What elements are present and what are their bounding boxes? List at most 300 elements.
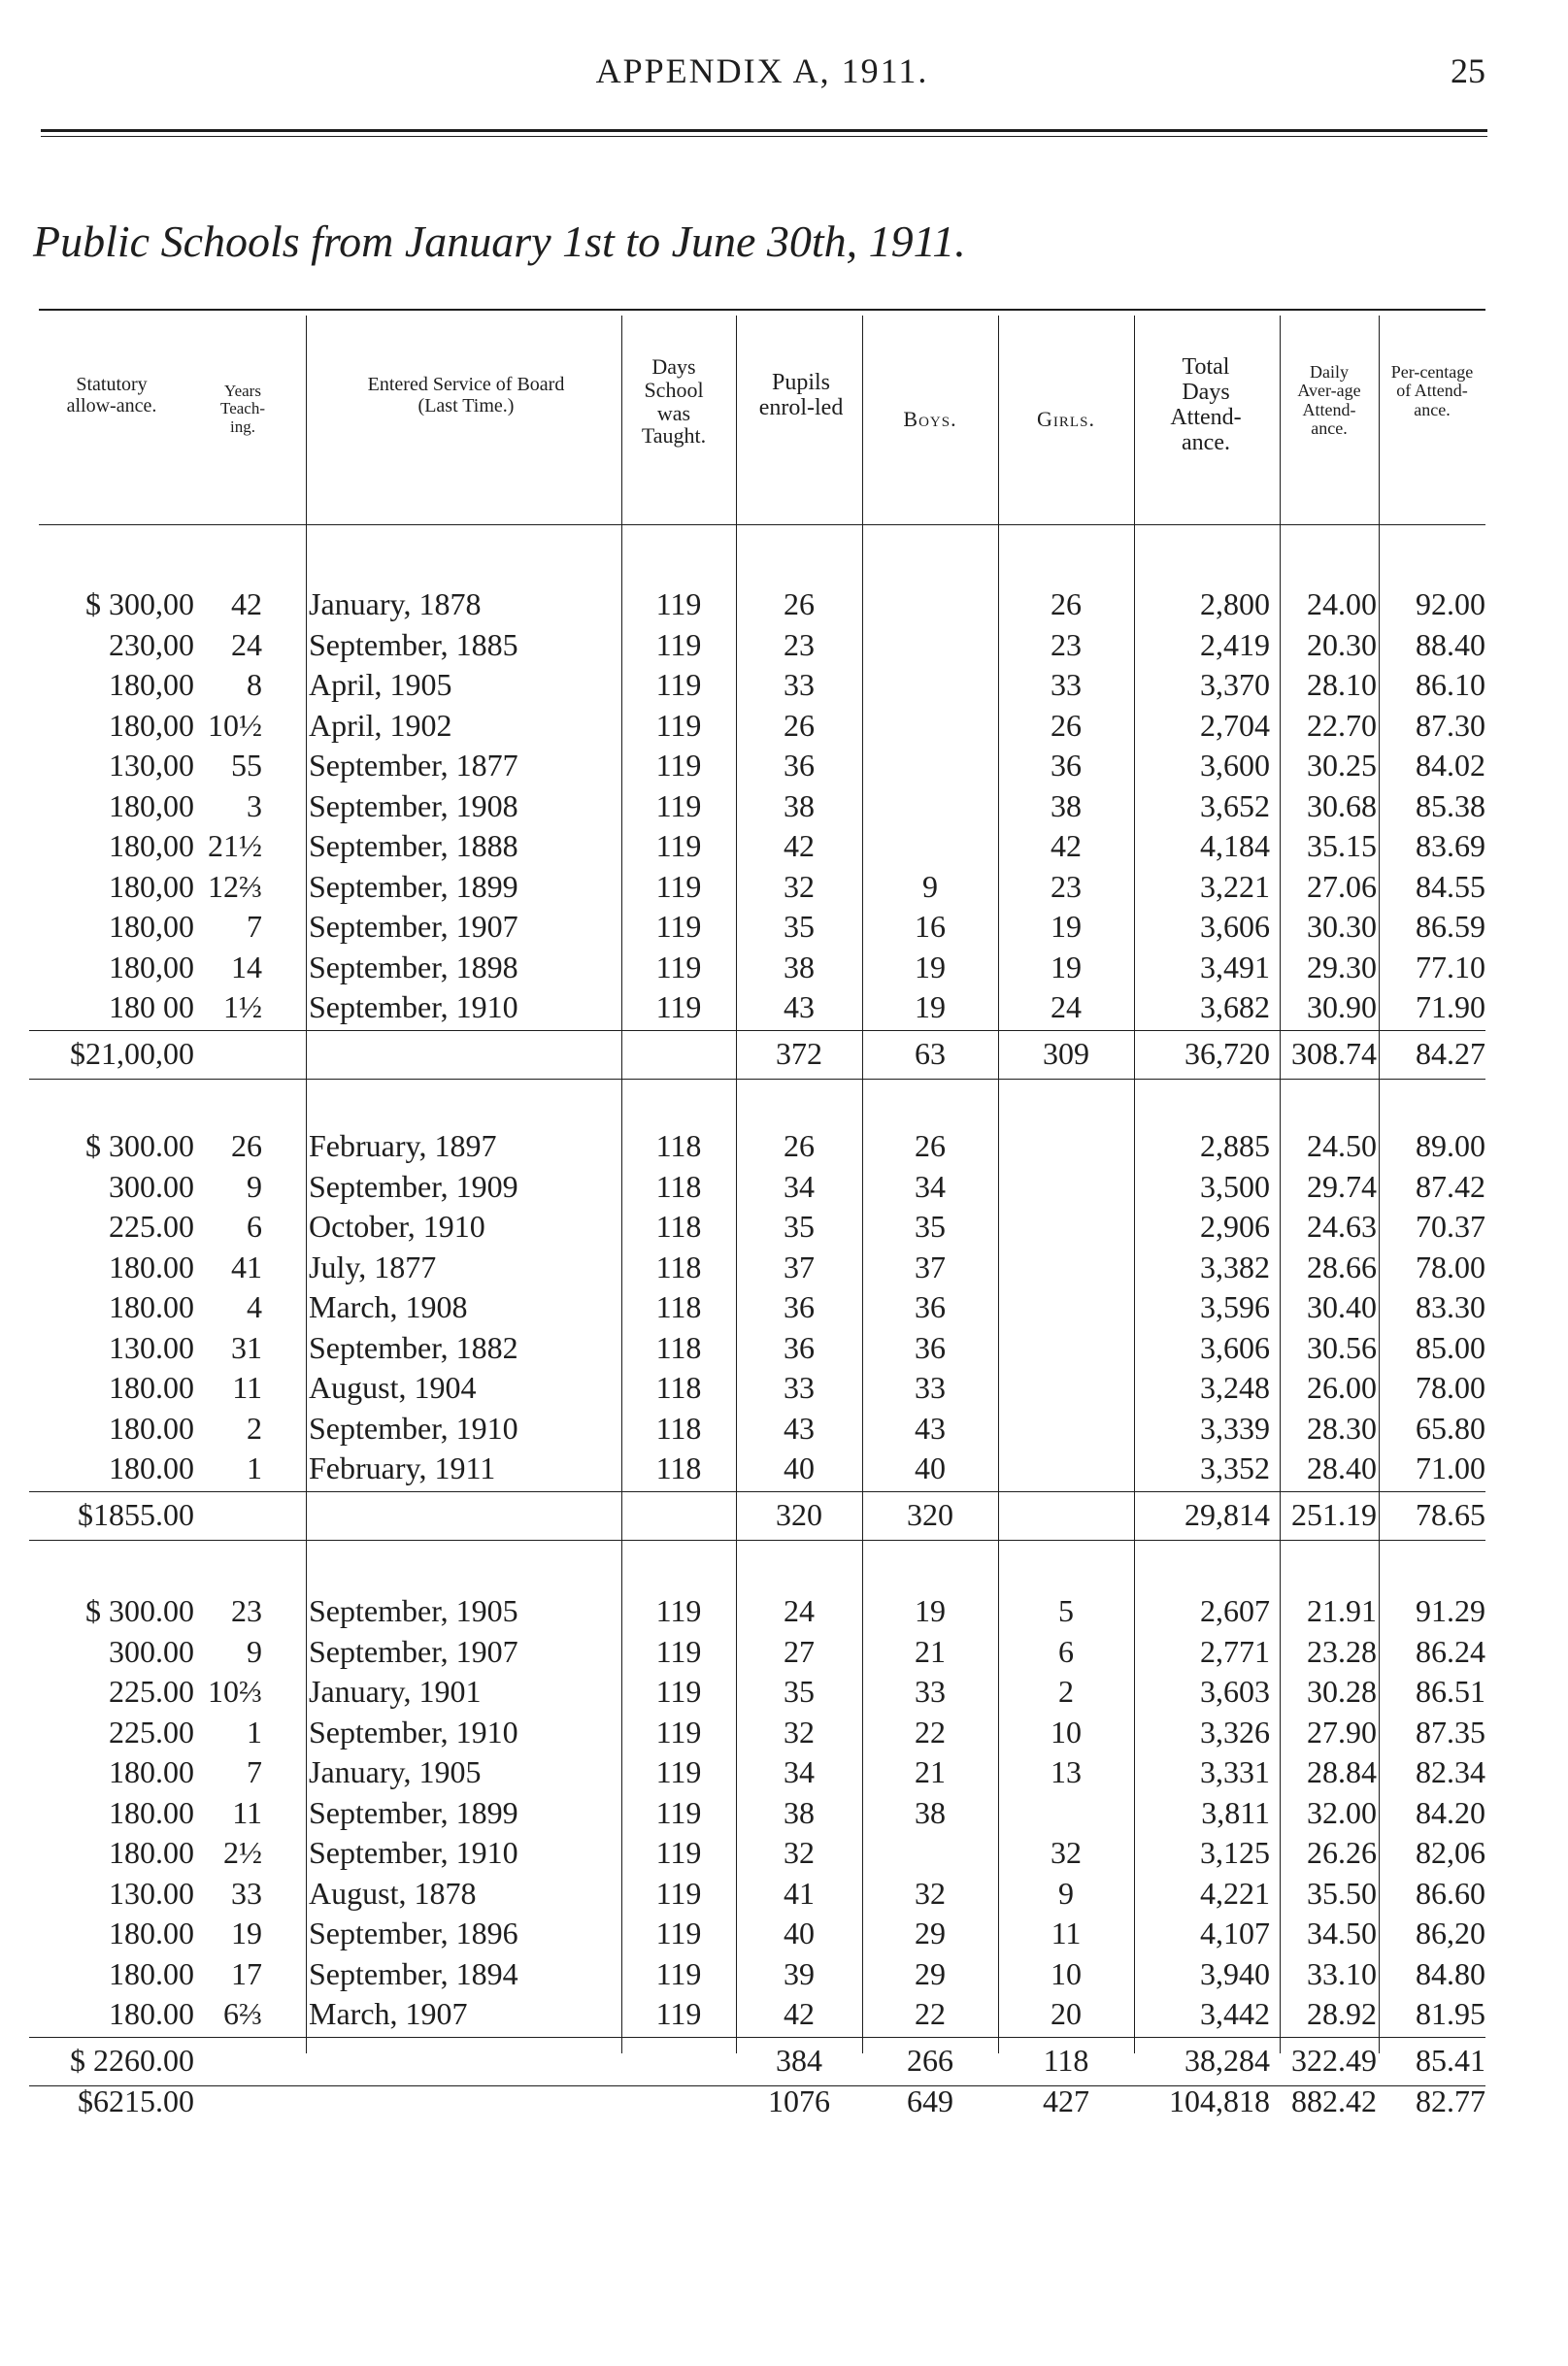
cell-years: 3	[247, 787, 262, 823]
cell-boys: 19	[915, 949, 946, 984]
group-total-boys: 266	[907, 2042, 953, 2078]
cell-pupils: 34	[784, 1754, 815, 1789]
cell-pupils: 33	[784, 667, 815, 702]
cell-statutory: 180.00	[109, 1249, 194, 1284]
cell-total: 3,682	[1200, 989, 1270, 1024]
cell-entered: September, 1877	[309, 748, 518, 783]
grand-total-statutory: $6215.00	[78, 2083, 194, 2118]
cell-total: 2,800	[1200, 586, 1270, 621]
cell-entered: January, 1905	[309, 1754, 482, 1789]
cell-pct: 71.00	[1416, 1450, 1485, 1485]
grand-total-pupils: 1076	[768, 2083, 830, 2118]
cell-entered: October, 1910	[309, 1209, 485, 1244]
cell-boys: 16	[915, 909, 946, 944]
cell-pupils: 43	[784, 989, 815, 1024]
cell-girls: 26	[1051, 586, 1082, 621]
cell-days: 119	[655, 707, 702, 743]
group-total-rule	[29, 1491, 1485, 1492]
cell-years: 1	[247, 1714, 262, 1750]
cell-statutory: 180,00	[109, 787, 194, 823]
cell-entered: January, 1878	[309, 586, 482, 621]
cell-total: 3,370	[1200, 667, 1270, 702]
cell-pupils: 24	[784, 1593, 815, 1628]
cell-daily: 30.56	[1307, 1329, 1377, 1365]
cell-daily: 35.50	[1307, 1875, 1377, 1911]
cell-pupils: 35	[784, 909, 815, 944]
cell-girls: 20	[1051, 1996, 1082, 2031]
group-total-total: 36,720	[1184, 1035, 1270, 1071]
cell-statutory: $ 300.00	[85, 1593, 194, 1628]
cell-boys: 22	[915, 1714, 946, 1750]
group-total-daily: 251.19	[1291, 1496, 1377, 1532]
cell-pct: 86.59	[1416, 909, 1485, 944]
cell-entered: September, 1882	[309, 1329, 518, 1365]
cell-daily: 30.68	[1307, 787, 1377, 823]
cell-entered: September, 1910	[309, 1410, 518, 1446]
cell-pct: 86.60	[1416, 1875, 1485, 1911]
page-header-title: APPENDIX A, 1911.	[595, 51, 929, 90]
column-header-pct: Per-centage of Attend-ance.	[1390, 362, 1474, 419]
cell-years: 6⅔	[223, 1996, 262, 2031]
cell-entered: September, 1909	[309, 1168, 518, 1204]
cell-entered: September, 1885	[309, 626, 518, 662]
cell-daily: 22.70	[1307, 707, 1377, 743]
cell-years: 6	[247, 1209, 262, 1244]
cell-pct: 71.90	[1416, 989, 1485, 1024]
cell-days: 119	[655, 1593, 702, 1628]
column-header-entered: Entered Service of Board (Last Time.)	[367, 374, 565, 417]
cell-girls: 23	[1051, 626, 1082, 662]
cell-girls: 10	[1051, 1955, 1082, 1991]
cell-daily: 28.30	[1307, 1410, 1377, 1446]
cell-years: 41	[231, 1249, 262, 1284]
cell-daily: 21.91	[1307, 1593, 1377, 1628]
cell-boys: 35	[915, 1209, 946, 1244]
cell-days: 119	[655, 667, 702, 702]
column-header-boys: Boys.	[903, 407, 957, 431]
cell-days: 119	[655, 1875, 702, 1911]
page-header	[39, 49, 1485, 107]
cell-daily: 30.30	[1307, 909, 1377, 944]
cell-daily: 35.15	[1307, 828, 1377, 863]
cell-days: 119	[655, 1916, 702, 1950]
cell-entered: September, 1894	[309, 1955, 518, 1991]
cell-statutory: 180.00	[109, 1794, 194, 1830]
group-total-statutory: $21,00,00	[70, 1035, 194, 1071]
group-total-boys: 320	[907, 1496, 953, 1532]
cell-statutory: 225.00	[109, 1674, 194, 1709]
cell-pupils: 38	[784, 1794, 815, 1830]
cell-statutory: 130.00	[109, 1329, 194, 1365]
cell-girls: 23	[1051, 868, 1082, 904]
cell-total: 3,221	[1200, 868, 1270, 904]
cell-pupils: 41	[784, 1875, 815, 1911]
cell-pct: 92.00	[1416, 586, 1485, 621]
cell-total: 3,940	[1200, 1955, 1270, 1991]
grand-total-boys: 649	[907, 2083, 953, 2118]
group-total-statutory: $ 2260.00	[70, 2042, 194, 2078]
header-bottom-rule	[39, 524, 1485, 525]
cell-entered: September, 1910	[309, 1835, 518, 1870]
cell-girls: 5	[1058, 1593, 1074, 1628]
cell-pct: 84.20	[1416, 1794, 1485, 1830]
cell-daily: 28.84	[1307, 1754, 1377, 1789]
cell-years: 17	[231, 1955, 262, 1991]
cell-days: 118	[655, 1370, 702, 1405]
column-header-total: Total Days Attend-ance.	[1170, 354, 1242, 455]
cell-pct: 87.30	[1416, 707, 1485, 743]
column-header-years: Years Teach-ing.	[220, 382, 265, 436]
column-header-days: Days School was Taught.	[641, 354, 707, 449]
cell-years: 12⅔	[208, 868, 262, 904]
cell-statutory: 130,00	[109, 748, 194, 783]
cell-years: 10⅔	[208, 1674, 262, 1709]
cell-days: 118	[655, 1249, 702, 1284]
cell-statutory: 300.00	[109, 1633, 194, 1669]
cell-pct: 77.10	[1416, 949, 1485, 984]
cell-boys: 9	[922, 868, 938, 904]
group-total-total: 38,284	[1184, 2042, 1270, 2078]
cell-daily: 29.74	[1307, 1168, 1377, 1204]
cell-pct: 86.24	[1416, 1633, 1485, 1669]
cell-entered: September, 1908	[309, 787, 518, 823]
cell-girls: 6	[1058, 1633, 1074, 1669]
group-total-rule	[29, 2037, 1485, 2038]
cell-days: 119	[655, 586, 702, 621]
cell-total: 2,704	[1200, 707, 1270, 743]
group-total-pct: 84.27	[1416, 1035, 1485, 1071]
cell-total: 4,107	[1200, 1916, 1270, 1950]
cell-pct: 89.00	[1416, 1128, 1485, 1163]
cell-boys: 32	[915, 1875, 946, 1911]
cell-total: 3,600	[1200, 748, 1270, 783]
cell-girls: 10	[1051, 1714, 1082, 1750]
cell-pupils: 32	[784, 1714, 815, 1750]
cell-years: 9	[247, 1168, 262, 1204]
cell-statutory: 225.00	[109, 1209, 194, 1244]
cell-entered: September, 1907	[309, 1633, 518, 1669]
cell-boys: 36	[915, 1329, 946, 1365]
cell-statutory: 180.00	[109, 1410, 194, 1446]
cell-entered: September, 1896	[309, 1916, 518, 1950]
cell-statutory: 130.00	[109, 1875, 194, 1911]
cell-boys: 40	[915, 1450, 946, 1485]
column-header-daily: Daily Aver-age Attend-ance.	[1297, 362, 1361, 439]
header-rule-thin	[41, 136, 1487, 137]
cell-daily: 26.00	[1307, 1370, 1377, 1405]
cell-total: 3,652	[1200, 787, 1270, 823]
cell-pupils: 36	[784, 748, 815, 783]
cell-girls: 2	[1058, 1674, 1074, 1709]
cell-days: 119	[655, 1996, 702, 2031]
cell-days: 119	[655, 1714, 702, 1750]
cell-total: 3,491	[1200, 949, 1270, 984]
cell-statutory: 180.00	[109, 1916, 194, 1950]
cell-entered: February, 1911	[309, 1450, 496, 1485]
cell-pupils: 36	[784, 1289, 815, 1324]
grand-total-total: 104,818	[1169, 2083, 1270, 2118]
cell-statutory: 180,00	[109, 707, 194, 743]
cell-daily: 24.63	[1307, 1209, 1377, 1244]
cell-pct: 78.00	[1416, 1249, 1485, 1284]
cell-pupils: 32	[784, 1835, 815, 1870]
column-header-pupils: Pupils enrol-led	[758, 370, 844, 420]
cell-days: 118	[655, 1329, 702, 1365]
cell-total: 3,339	[1200, 1410, 1270, 1446]
grand-total-girls: 427	[1043, 2083, 1089, 2118]
cell-years: 55	[231, 748, 262, 783]
cell-boys: 19	[915, 989, 946, 1024]
cell-statutory: 180.00	[109, 1996, 194, 2031]
cell-total: 3,326	[1200, 1714, 1270, 1750]
cell-daily: 30.25	[1307, 748, 1377, 783]
cell-statutory: 180,00	[109, 667, 194, 702]
cell-total: 2,885	[1200, 1128, 1270, 1163]
cell-days: 118	[655, 1450, 702, 1485]
cell-girls: 13	[1051, 1754, 1082, 1789]
group-total-girls: 118	[1043, 2042, 1089, 2078]
cell-years: 26	[231, 1128, 262, 1163]
cell-entered: July, 1877	[309, 1249, 437, 1284]
cell-pupils: 37	[784, 1249, 815, 1284]
cell-statutory: 180.00	[109, 1835, 194, 1870]
cell-days: 119	[655, 1674, 702, 1709]
cell-pupils: 43	[784, 1410, 815, 1446]
cell-years: 1	[247, 1450, 262, 1485]
cell-daily: 28.92	[1307, 1996, 1377, 2031]
group-total-pct: 78.65	[1416, 1496, 1485, 1532]
group-total-total: 29,814	[1184, 1496, 1270, 1532]
cell-daily: 24.00	[1307, 586, 1377, 621]
cell-years: 31	[231, 1329, 262, 1365]
cell-daily: 28.10	[1307, 667, 1377, 702]
cell-years: 8	[247, 667, 262, 702]
cell-years: 11	[232, 1370, 262, 1405]
cell-entered: March, 1907	[309, 1996, 468, 2031]
cell-pct: 70.37	[1416, 1209, 1485, 1244]
cell-total: 3,125	[1200, 1835, 1270, 1870]
cell-total: 3,606	[1200, 1329, 1270, 1365]
grand-total-daily: 882.42	[1291, 2083, 1377, 2118]
cell-daily: 29.30	[1307, 949, 1377, 984]
cell-years: 7	[247, 909, 262, 944]
cell-girls: 42	[1051, 828, 1082, 863]
cell-pct: 87.42	[1416, 1168, 1485, 1204]
cell-entered: September, 1910	[309, 989, 518, 1024]
cell-pupils: 26	[784, 1128, 815, 1163]
cell-days: 119	[655, 787, 702, 823]
cell-total: 3,248	[1200, 1370, 1270, 1405]
cell-boys: 37	[915, 1249, 946, 1284]
cell-pupils: 38	[784, 949, 815, 984]
cell-pct: 91.29	[1416, 1593, 1485, 1628]
cell-pupils: 42	[784, 828, 815, 863]
cell-days: 118	[655, 1289, 702, 1324]
cell-statutory: 180,00	[109, 868, 194, 904]
cell-days: 119	[655, 626, 702, 662]
cell-pct: 85.00	[1416, 1329, 1485, 1365]
cell-total: 3,596	[1200, 1289, 1270, 1324]
cell-girls: 26	[1051, 707, 1082, 743]
cell-pupils: 35	[784, 1209, 815, 1244]
page-subtitle: Public Schools from January 1st to June 30th, 1911.	[33, 217, 966, 266]
cell-entered: September, 1907	[309, 909, 518, 944]
cell-total: 3,500	[1200, 1168, 1270, 1204]
cell-boys: 22	[915, 1996, 946, 2031]
table-top-rule	[39, 309, 1485, 311]
cell-girls: 38	[1051, 787, 1082, 823]
cell-boys: 34	[915, 1168, 946, 1204]
cell-years: 11	[232, 1794, 262, 1830]
cell-years: 2½	[223, 1835, 262, 1870]
cell-boys: 38	[915, 1794, 946, 1830]
cell-entered: September, 1898	[309, 949, 518, 984]
cell-days: 118	[655, 1410, 702, 1446]
cell-pupils: 32	[784, 868, 815, 904]
cell-statutory: 230,00	[109, 626, 194, 662]
cell-pupils: 40	[784, 1916, 815, 1950]
cell-girls: 19	[1051, 949, 1082, 984]
column-rule	[998, 316, 999, 2053]
cell-statutory: 225.00	[109, 1714, 194, 1750]
cell-pupils: 26	[784, 586, 815, 621]
cell-total: 3,331	[1200, 1754, 1270, 1789]
cell-years: 9	[247, 1633, 262, 1669]
cell-days: 119	[655, 1955, 702, 1991]
cell-pct: 86,20	[1416, 1916, 1485, 1950]
cell-pupils: 42	[784, 1996, 815, 2031]
cell-total: 3,382	[1200, 1249, 1270, 1284]
cell-boys: 33	[915, 1370, 946, 1405]
cell-total: 2,906	[1200, 1209, 1270, 1244]
cell-daily: 28.40	[1307, 1450, 1377, 1485]
cell-daily: 30.40	[1307, 1289, 1377, 1324]
cell-pct: 83.69	[1416, 828, 1485, 863]
cell-entered: April, 1902	[309, 707, 452, 743]
cell-total: 3,352	[1200, 1450, 1270, 1485]
cell-entered: September, 1905	[309, 1593, 518, 1628]
cell-pct: 84.80	[1416, 1955, 1485, 1991]
cell-years: 7	[247, 1754, 262, 1789]
cell-years: 33	[231, 1875, 262, 1911]
cell-daily: 28.66	[1307, 1249, 1377, 1284]
cell-pct: 84.02	[1416, 748, 1485, 783]
cell-days: 119	[655, 909, 702, 944]
group-total-statutory: $1855.00	[78, 1496, 194, 1532]
cell-daily: 30.28	[1307, 1674, 1377, 1709]
cell-total: 3,811	[1201, 1794, 1270, 1830]
cell-pupils: 34	[784, 1168, 815, 1204]
cell-years: 1½	[223, 989, 262, 1024]
cell-entered: September, 1910	[309, 1714, 518, 1750]
group-end-rule	[29, 1079, 1485, 1080]
cell-daily: 27.06	[1307, 868, 1377, 904]
cell-daily: 23.28	[1307, 1633, 1377, 1669]
cell-daily: 24.50	[1307, 1128, 1377, 1163]
cell-years: 14	[231, 949, 262, 984]
cell-pupils: 38	[784, 787, 815, 823]
cell-pct: 82,06	[1416, 1835, 1485, 1870]
group-total-pupils: 320	[776, 1496, 822, 1532]
cell-years: 24	[231, 626, 262, 662]
cell-statutory: 180.00	[109, 1754, 194, 1789]
cell-boys: 19	[915, 1593, 946, 1628]
column-header-statutory: Statutory allow-ance.	[66, 374, 157, 417]
cell-girls: 24	[1051, 989, 1082, 1024]
cell-entered: September, 1899	[309, 1794, 518, 1830]
cell-pct: 84.55	[1416, 868, 1485, 904]
cell-boys: 36	[915, 1289, 946, 1324]
group-total-pct: 85.41	[1416, 2042, 1485, 2078]
cell-entered: March, 1908	[309, 1289, 468, 1324]
cell-boys: 43	[915, 1410, 946, 1446]
cell-daily: 20.30	[1307, 626, 1377, 662]
cell-boys: 33	[915, 1674, 946, 1709]
cell-days: 118	[655, 1128, 702, 1163]
cell-entered: September, 1888	[309, 828, 518, 863]
cell-statutory: 180,00	[109, 949, 194, 984]
cell-girls: 9	[1058, 1875, 1074, 1911]
cell-days: 119	[655, 949, 702, 984]
cell-total: 2,419	[1200, 626, 1270, 662]
cell-pct: 83.30	[1416, 1289, 1485, 1324]
cell-total: 3,442	[1200, 1996, 1270, 2031]
cell-statutory: 180.00	[109, 1289, 194, 1324]
group-total-daily: 322.49	[1291, 2042, 1377, 2078]
cell-statutory: 180,00	[109, 828, 194, 863]
column-rule	[306, 316, 307, 2053]
cell-boys: 29	[915, 1916, 946, 1950]
cell-daily: 34.50	[1307, 1916, 1377, 1950]
cell-days: 119	[655, 748, 702, 783]
cell-daily: 26.26	[1307, 1835, 1377, 1870]
cell-pct: 85.38	[1416, 787, 1485, 823]
cell-days: 119	[655, 1754, 702, 1789]
cell-pct: 81.95	[1416, 1996, 1485, 2031]
cell-entered: August, 1878	[309, 1875, 477, 1911]
cell-days: 119	[655, 828, 702, 863]
column-header-girls: Girls.	[1037, 407, 1095, 431]
cell-pupils: 39	[784, 1955, 815, 1991]
cell-total: 3,606	[1200, 909, 1270, 944]
cell-entered: August, 1904	[309, 1370, 477, 1405]
cell-statutory: $ 300,00	[85, 586, 194, 621]
header-rule	[41, 129, 1487, 132]
cell-pupils: 40	[784, 1450, 815, 1485]
cell-girls: 36	[1051, 748, 1082, 783]
cell-total: 2,607	[1200, 1593, 1270, 1628]
cell-girls: 11	[1051, 1916, 1082, 1950]
cell-pct: 87.35	[1416, 1714, 1485, 1750]
cell-pct: 86.10	[1416, 667, 1485, 702]
cell-entered: September, 1899	[309, 868, 518, 904]
group-total-girls: 309	[1043, 1035, 1089, 1071]
cell-pct: 82.34	[1416, 1754, 1485, 1789]
cell-total: 2,771	[1200, 1633, 1270, 1669]
cell-years: 10½	[208, 707, 262, 743]
cell-total: 4,221	[1200, 1875, 1270, 1911]
cell-days: 118	[655, 1168, 702, 1204]
cell-statutory: 300.00	[109, 1168, 194, 1204]
cell-years: 23	[231, 1593, 262, 1628]
cell-girls: 32	[1051, 1835, 1082, 1870]
cell-pct: 86.51	[1416, 1674, 1485, 1709]
cell-pupils: 35	[784, 1674, 815, 1709]
group-end-rule	[29, 1540, 1485, 1541]
cell-boys: 21	[915, 1754, 946, 1789]
group-total-daily: 308.74	[1291, 1035, 1377, 1071]
cell-years: 19	[231, 1916, 262, 1950]
